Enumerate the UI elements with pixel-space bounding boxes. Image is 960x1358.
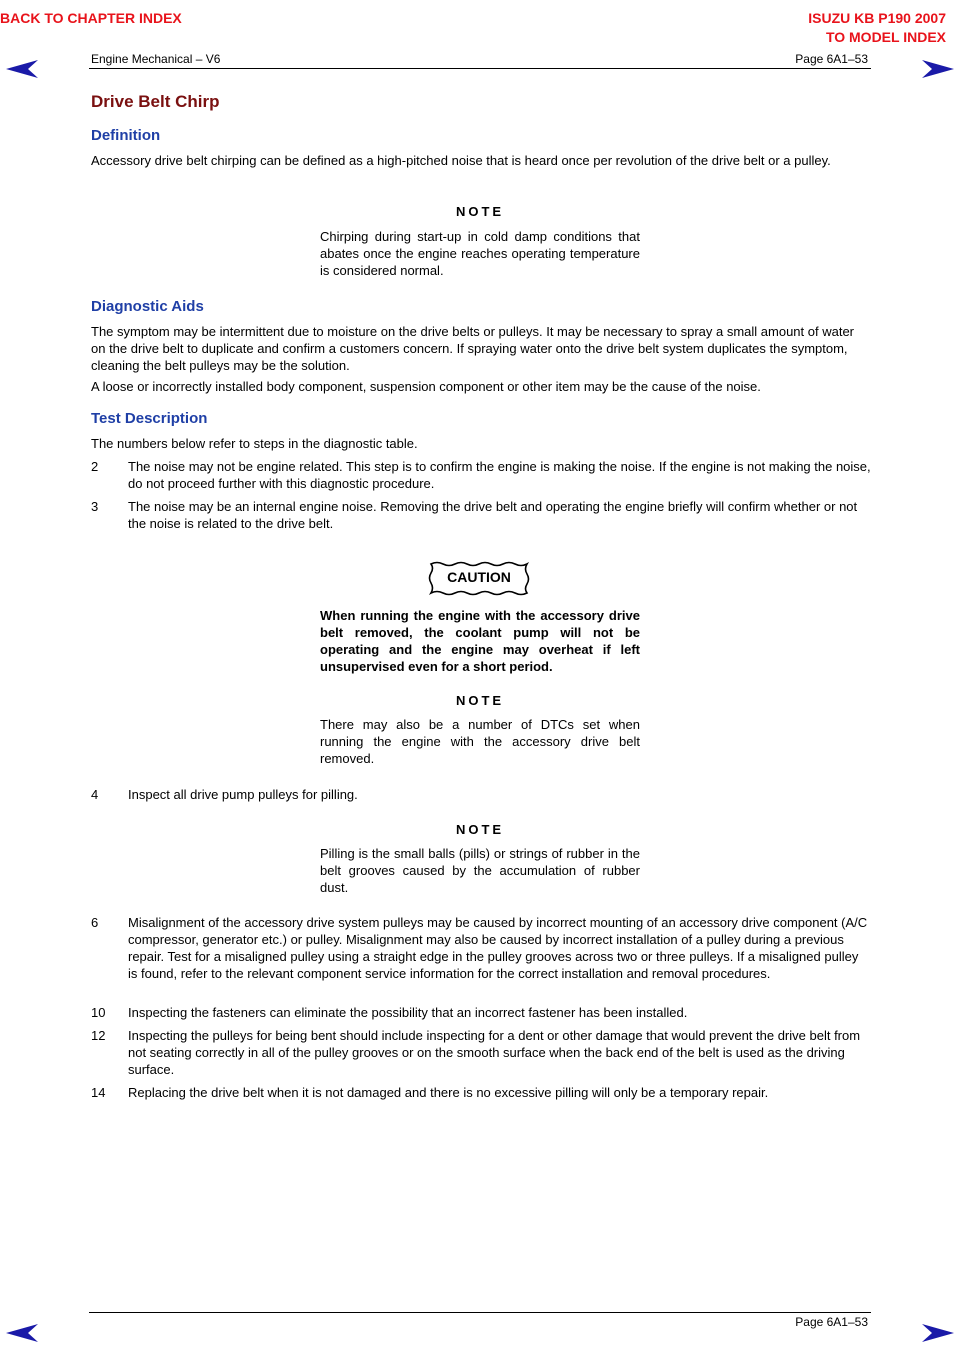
step-item (91, 786, 871, 803)
test-description-intro: The numbers below refer to steps in the diagnostic table. (91, 436, 418, 451)
caution-label: CAUTION (447, 569, 511, 585)
note-label: NOTE (455, 822, 505, 837)
step-number: 12 (91, 1028, 106, 1043)
previous-page-arrow-icon[interactable] (4, 58, 40, 80)
model-title-link[interactable]: ISUZU KB P190 2007 (808, 10, 946, 26)
footer-rule (89, 1312, 871, 1313)
step-text: Inspecting the pulleys for being bent should include inspecting for a dent or other damage that would prevent the drive belt from not seating correctly in all of the pulley grooves or on the smooth surface when the back end of the belt is used as the driving surface. (128, 1028, 861, 1077)
previous-page-arrow-icon[interactable] (4, 1322, 40, 1344)
step-item (91, 914, 871, 982)
page-title: Drive Belt Chirp (91, 92, 220, 111)
to-model-index-link[interactable]: TO MODEL INDEX (825, 29, 946, 45)
step-number: 3 (91, 499, 99, 514)
step-item (91, 1084, 871, 1101)
footer-page-number: Page 6A1–53 (795, 1315, 868, 1329)
step-number: 4 (91, 787, 99, 802)
step-text: The noise may be an internal engine noise. Removing the drive belt and operating the engine briefly will confirm whether or not the noise is related to the drive belt. (128, 499, 858, 531)
definition-heading: Definition (91, 127, 161, 144)
step-item (91, 498, 871, 532)
section-name: Engine Mechanical – V6 (91, 52, 221, 66)
step-item (91, 1004, 871, 1021)
note-text: There may also be a number of DTCs set when running the engine with the accessory drive belt removed. (320, 717, 640, 766)
step-text: Inspecting the fasteners can eliminate the possibility that an incorrect fastener has been installed. (128, 1005, 688, 1020)
step-item (91, 1027, 871, 1078)
next-page-arrow-icon[interactable] (920, 1322, 956, 1344)
step-text: Replacing the drive belt when it is not damaged and there is no excessive pilling will only be a temporary repair. (128, 1085, 769, 1100)
note-label: NOTE (455, 693, 505, 708)
header-page-number: Page 6A1–53 (795, 52, 868, 66)
step-number: 10 (91, 1005, 106, 1020)
next-page-arrow-icon[interactable] (920, 58, 956, 80)
back-to-chapter-index-link[interactable]: BACK TO CHAPTER INDEX (0, 10, 182, 26)
note-text: Chirping during start-up in cold damp conditions that abates once the engine reaches operating temperature is considered normal. (320, 229, 640, 278)
definition-text: Accessory drive belt chirping can be defined as a high-pitched noise that is heard once per revolution of the drive belt or a pulley. (91, 153, 831, 168)
step-text: The noise may not be engine related. This step is to confirm the engine is making the noise. If the engine is not making the noise, do not proceed further with this diagnostic procedure. (128, 459, 871, 491)
step-text: Inspect all drive pump pulleys for pilling. (128, 787, 358, 802)
diagnostic-aids-paragraph: A loose or incorrectly installed body component, suspension component or other item may be the cause of the noise. (91, 379, 761, 394)
note-label: NOTE (455, 204, 505, 219)
diagnostic-aids-paragraph: The symptom may be intermittent due to moisture on the drive belts or pulleys. It may be necessary to spray a small amount of water on the drive belt to duplicate and confirm a customers concern. If spraying water onto the drive belt system duplicates the symptom, cleaning the belt pulleys may be the solution. (91, 324, 855, 373)
step-number: 2 (91, 459, 99, 474)
diagnostic-aids-heading: Diagnostic Aids (91, 298, 204, 315)
note-text: Pilling is the small balls (pills) or strings of rubber in the belt grooves caused by the accumulation of rubber dust. (320, 846, 640, 895)
caution-text: When running the engine with the accessory drive belt removed, the coolant pump will not be operating and the engine may overheat if left unsupervised even for a short period. (320, 608, 640, 674)
test-description-heading: Test Description (91, 410, 208, 427)
step-item (91, 458, 871, 492)
step-number: 6 (91, 915, 99, 930)
step-number: 14 (91, 1085, 106, 1100)
step-text: Misalignment of the accessory drive system pulleys may be caused by incorrect mounting of an accessory drive component (A/C compressor, generator etc.) or pulley. Misalignment may also be caused by incorrect installation of a pulley during a previous repair. Test for a misaligned pulley using a straight edge in the pulley grooves across two or three pulleys. If a misaligned pulley is found, refer to the relevant component service information for the correct installation and removal procedures. (128, 915, 868, 981)
header-rule (89, 68, 871, 69)
